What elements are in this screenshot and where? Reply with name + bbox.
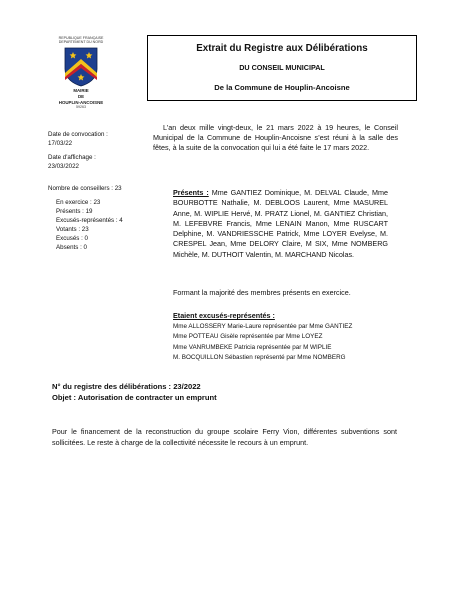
presents-label: Présents :	[173, 188, 209, 197]
affichage-date: 23/03/2022	[48, 163, 79, 170]
convocation-label: Date de convocation :	[48, 131, 108, 138]
logo-caption-departement: DEPARTEMENT DU NORD	[58, 40, 104, 45]
body-paragraph: Pour le financement de la reconstruction du groupe scolaire Ferry Vion, différentes subventions sont sollicitées. Le reste à charge de la collectivité nécessite le recours à un emprunt.	[52, 427, 397, 447]
excuses-section	[173, 311, 403, 364]
excuse-item: M. BOCQUILLON Sébastien représenté par Mme NOMBERG	[173, 354, 346, 362]
convocation-date: 17/03/22	[48, 140, 73, 147]
logo-mairie-2: DE	[77, 94, 85, 100]
presents-list: Mme GANTIEZ Dominique, M. DELVAL Claude, Mme BOURBOTTE Nathalie, M. DEBLOOS Laurent, Mme MASUREL Anne, M. WIPLIE Hervé, M. PRATZ Lionel, M. GANTIEZ Christian, M. LEFEBVRE Francis, Mme LENAIN Manon, Mme RUSCART Delphine, M. VANDRIESSCHE Patrick, Mme LOYER Evelyse, M. CRESPEL Jean, Mme DELORY Claire, M SIX, Mme NOMBERG Michèle, M. DUTHOIT Valentin, M. MARCHAND Nicolas.	[173, 188, 388, 259]
document-title: Extrait du Registre aux Délibérations	[196, 43, 368, 54]
affichage-label: Date d'affichage :	[48, 154, 96, 161]
stat-excuses-representes: Excusés-représentés : 4	[56, 217, 123, 224]
coat-of-arms-icon	[64, 47, 98, 87]
stat-excuses: Excusés : 0	[56, 235, 88, 242]
stat-en-exercice: En exercice : 23	[56, 199, 101, 206]
document-subtitle: DU CONSEIL MUNICIPAL	[239, 63, 325, 72]
intro-paragraph	[153, 123, 398, 153]
commune-name: De la Commune de Houplin-Ancoisne	[214, 83, 350, 92]
logo-mairie-3: HOUPLIN-ANCOISNE	[58, 100, 104, 106]
header-box	[147, 35, 417, 101]
registre-numero: N° du registre des délibérations : 23/2022	[52, 382, 201, 391]
sidebar-stats	[48, 184, 123, 252]
nombre-conseillers: Nombre de conseillers : 23	[48, 185, 122, 192]
commune-logo	[56, 36, 106, 109]
presents-paragraph	[173, 188, 388, 260]
excuse-item: Mme VANRUMBEKE Patricia représentée par M WIPLIE	[173, 343, 332, 351]
excuse-item: Mme POTTEAU Gisèle représentée par Mme LOYEZ	[173, 333, 323, 341]
sidebar-dates	[48, 130, 108, 171]
stat-absents: Absents : 0	[56, 244, 87, 251]
logo-postal-code: 59263	[76, 105, 86, 110]
excuse-item: Mme ALLOSSERY Marie-Laure représentée par Mme GANTIEZ	[173, 322, 353, 330]
excuses-label: Etaient excusés-représentés :	[173, 311, 275, 320]
registre-block	[52, 381, 352, 403]
logo-mairie-1: MAIRIE	[73, 87, 89, 93]
registre-objet: Objet : Autorisation de contracter un emprunt	[52, 393, 217, 402]
stat-presents: Présents : 19	[56, 208, 93, 215]
logo-caption-republique: REPUBLIQUE FRANÇAISE	[58, 36, 104, 40]
intro-text: L’an deux mille vingt-deux, le 21 mars 2022 à 19 heures, le Conseil Municipal de la Commune de Houplin-Ancoisne s’est réuni à la salle des fêtes, à la suite de la convocation qui lui a été faite le 17 mars 2022.	[153, 123, 398, 152]
stat-votants: Votants : 23	[56, 226, 89, 233]
majorite-statement: Formant la majorité des membres présents en exercice.	[173, 288, 351, 297]
